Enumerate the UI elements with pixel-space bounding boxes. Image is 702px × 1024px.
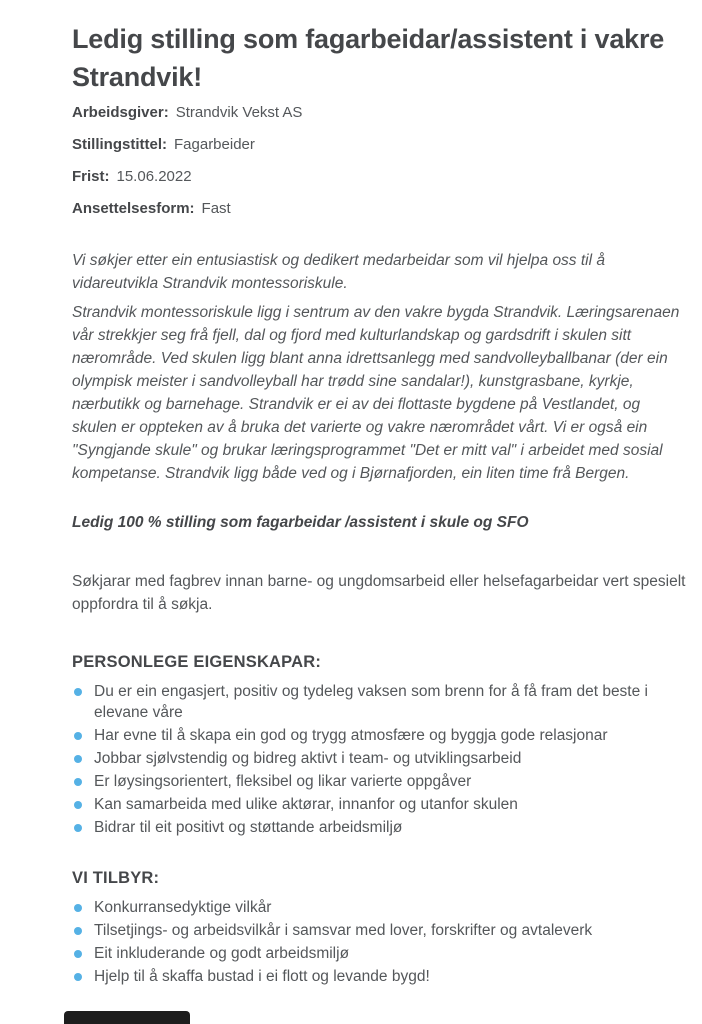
meta-row-job-title: [72, 136, 686, 153]
list-item-text: Konkurransedyktige vilkår: [94, 899, 272, 916]
job-meta: [72, 104, 686, 217]
list-item: [72, 897, 686, 918]
bullet-dot-icon: [74, 732, 82, 740]
list-item-text: Jobbar sjølvstendig og bidreg aktivt i team- og utviklingsarbeid: [94, 750, 522, 767]
page-title-line2: Strandvik!: [72, 62, 203, 92]
section-heading-personal-qualities: PERSONLEGE EIGENSKAPAR:: [72, 653, 322, 671]
employer-label: Arbeidsgiver:: [72, 104, 169, 121]
deadline-label: Frist:: [72, 168, 110, 185]
list-item-text: Er løysingsorientert, fleksibel og likar varierte oppgåver: [94, 773, 472, 790]
meta-row-deadline: [72, 168, 686, 185]
position-heading: Ledig 100 % stilling som fagarbeidar /assistent i skule og SFO: [72, 514, 529, 531]
bullet-dot-icon: [74, 904, 82, 912]
list-item: [72, 966, 686, 987]
bullet-dot-icon: [74, 755, 82, 763]
employment-type-value: Fast: [201, 200, 231, 217]
apply-note-paragraph: Søkjarar med fagbrev innan barne- og ungdomsarbeid eller helsefagarbeidar vert spesielt oppfordra til å søkja.: [72, 573, 686, 613]
list-item: [72, 920, 686, 941]
personal-qualities-list: [72, 681, 686, 838]
bullet-dot-icon: [74, 824, 82, 832]
bullet-dot-icon: [74, 950, 82, 958]
deadline-value: 15.06.2022: [116, 168, 192, 185]
list-item: [72, 725, 686, 746]
page-title: [72, 16, 686, 96]
list-item-text: Eit inkluderande og godt arbeidsmiljø: [94, 945, 350, 962]
list-item-text: Tilsetjings- og arbeidsvilkår i samsvar med lover, forskrifter og avtaleverk: [94, 922, 593, 939]
list-item-text: Hjelp til å skaffa bustad i ei flott og levande bygd!: [94, 968, 430, 985]
meta-row-employer: [72, 104, 686, 121]
bullet-dot-icon: [74, 973, 82, 981]
list-item: [72, 943, 686, 964]
description-paragraph: Strandvik montessoriskule ligg i sentrum av den vakre bygda Strandvik. Læringsarenaen vår strekkjer seg frå fjell, dal og fjord med kulturlandskap og gardsdrift i skulen sitt nærområde. Ved skulen ligg blant anna idrettsanlegg med sandvolleyballbanar (der ein olympisk meister i sandvolleyball har trødd sine sandalar!), kunstgrasbane, kyrkje, nærbutikk og barnehage. Strandvik er ei av dei flottaste bygdene på Vestlandet, og skulen er oppteken av å bruka det varierte og vakre nærområdet vårt. Vi er også ein "Syngjande skule" og brukar læringsprogrammet "Det er mitt val" i arbeidet med sosial kompetanse. Strandvik ligg både ved og i Bjørnafjorden, ein liten time frå Bergen.: [72, 304, 680, 482]
employer-value: Strandvik Vekst AS: [175, 104, 303, 121]
bullet-dot-icon: [74, 688, 82, 696]
job-title-label: Stillingstittel:: [72, 136, 167, 153]
list-item-text: Kan samarbeida med ulike aktørar, innanfor og utanfor skulen: [94, 796, 518, 813]
section-heading-we-offer: VI TILBYR:: [72, 869, 160, 887]
list-item: [72, 748, 686, 769]
list-item-text: Bidrar til eit positivt og støttande arbeidsmiljø: [94, 819, 403, 836]
list-item: [72, 771, 686, 792]
list-item-text: Du er ein engasjert, positiv og tydeleg vaksen som brenn for å få fram det beste i elevane våre: [94, 683, 648, 721]
list-item-text: Har evne til å skapa ein god og trygg atmosfære og byggja gode relasjonar: [94, 727, 608, 744]
bullet-dot-icon: [74, 801, 82, 809]
list-item: [72, 681, 686, 723]
meta-row-employment-type: [72, 200, 686, 217]
page-title-line1: Ledig stilling som fagarbeidar/assistent i vakre: [72, 24, 665, 54]
list-item: [72, 817, 686, 838]
we-offer-list: [72, 897, 686, 987]
employment-type-label: Ansettelsesform:: [72, 200, 195, 217]
bullet-dot-icon: [74, 778, 82, 786]
list-item: [72, 794, 686, 815]
intro-paragraph: Vi søkjer etter ein entusiastisk og dedikert medarbeidar som vil hjelpa oss til å vidareutvikla Strandvik montessoriskule.: [72, 252, 605, 292]
cut-off-bottom-element: [64, 1011, 190, 1024]
bullet-dot-icon: [74, 927, 82, 935]
job-title-value: Fagarbeider: [174, 136, 255, 153]
